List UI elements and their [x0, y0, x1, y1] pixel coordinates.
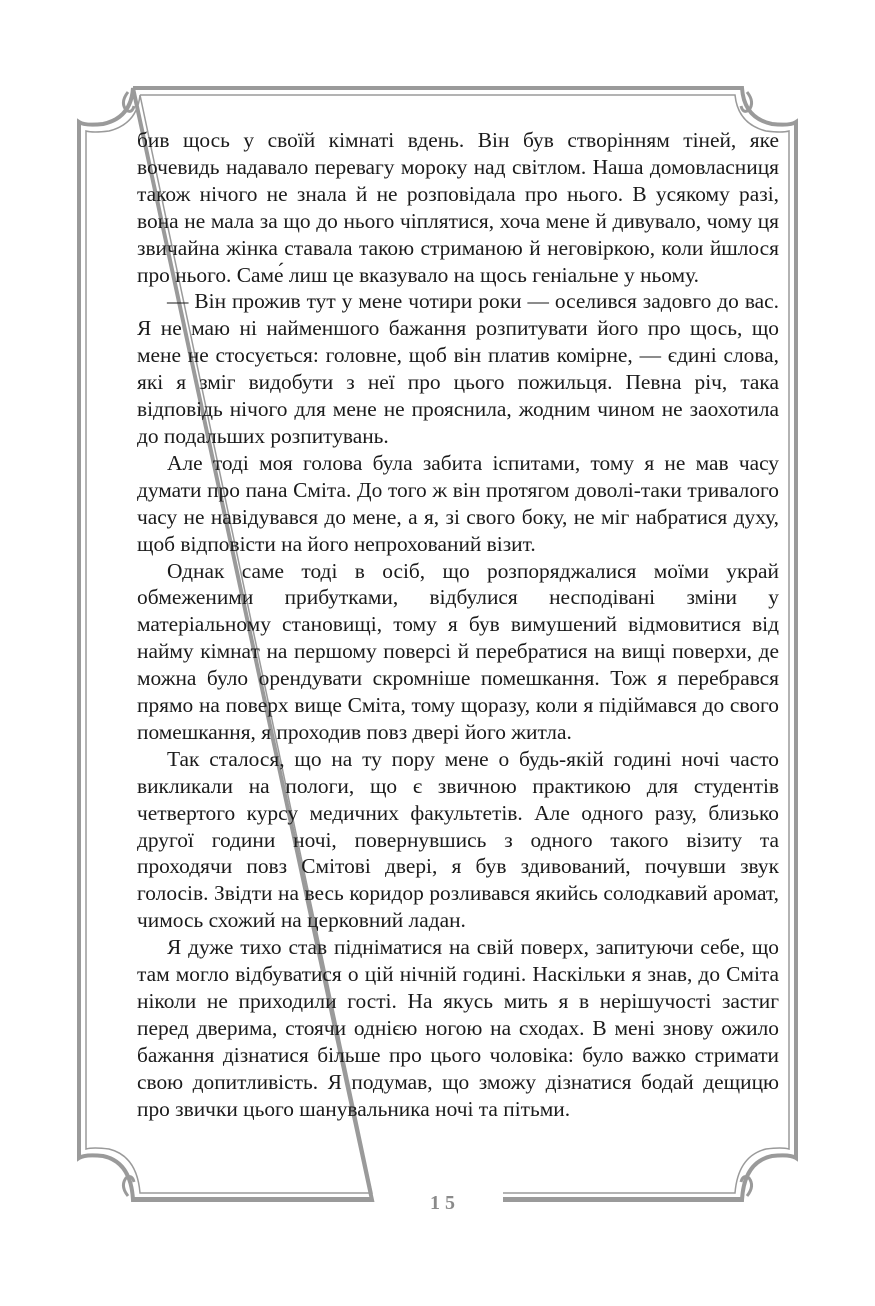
page-number-left-rule [133, 1197, 372, 1202]
paragraph-6: Я дуже тихо став підніматися на свій поверх, запитуючи себе, що там могло відбуватися о цій нічній годині. Наскільки я знав, до Сміта ніколи не приходили гості. На якусь мить я в нерішучості застиг перед дверима, стоячи однією ногою на сходах. В мені знову ожило бажання дізнатися більше про цього чоловіка: було важко стримати свою допитливість. Я подумав, що зможу дізнатися бодай дещицю про звички цього шанувальника ночі та пітьми. [137, 935, 779, 1121]
paragraph-1: бив щось у своїй кімнаті вдень. Він був створінням тіней, яке вочевидь надавало перевагу мороку над світлом. Наша домовласниця також нічого не знала й не розповідала про нього. В усякому разі, вона не мала за що до нього чіплятися, хоча мене й дивувало, чому ця звичайна жінка ставала такою стриманою й неговіркою, коли йшлося про нього. Саме́ лиш це вказувало на щось геніальне у ньому. [137, 128, 779, 287]
page-number-right-rule [503, 1197, 742, 1202]
paragraph-4: Однак саме тоді в осіб, що розпоряджалися моїми украй обмеженими прибутками, відбулися несподівані зміни у матеріальному становищі, тому я був вимушений відмовитися від найму кімнат на першому поверсі й перебратися на вищі поверхи, де можна було орендувати скромніше помешкання. Тож я перебрався прямо на поверх вище Сміта, тому щоразу, коли я підіймався до свого помешкання, я проходив повз двері його житла. [137, 558, 779, 744]
paragraph-3: Але тоді моя голова була забита іспитами, тому я не мав часу думати про пана Сміта. До того ж він протягом доволі-таки тривалого часу не навідувався до мене, а я, зі свого боку, не міг набратися духу, щоб відповісти на його непрохований візит. [137, 450, 779, 556]
body-text [137, 127, 779, 1123]
paragraph-2: — Він прожив тут у мене чотири роки — оселився задовго до вас. Я не маю ні найменшого бажання розпитувати його про щось, що мене не стосується: головне, щоб він платив комірне, — єдині слова, які я зміг видобути з неї про цього пожильця. Певна річ, така відповідь нічого для мене не прояснила, жодним чином не заохотила до подальших розпитувань. [137, 289, 779, 448]
paragraph-5: Так сталося, що на ту пору мене о будь-якій годині ночі часто викликали на пологи, що є звичною практикою для студентів четвертого курсу медичних факультетів. Але одного разу, близько другої години ночі, повернувшись з одного такого візиту та проходячи повз Смітові двері, я був здивований, почувши звук голосів. Звідти на весь коридор розливався якийсь солодкавий аромат, чимось схожий на церковний ладан. [137, 746, 779, 933]
page-number: 15 [430, 1192, 460, 1214]
